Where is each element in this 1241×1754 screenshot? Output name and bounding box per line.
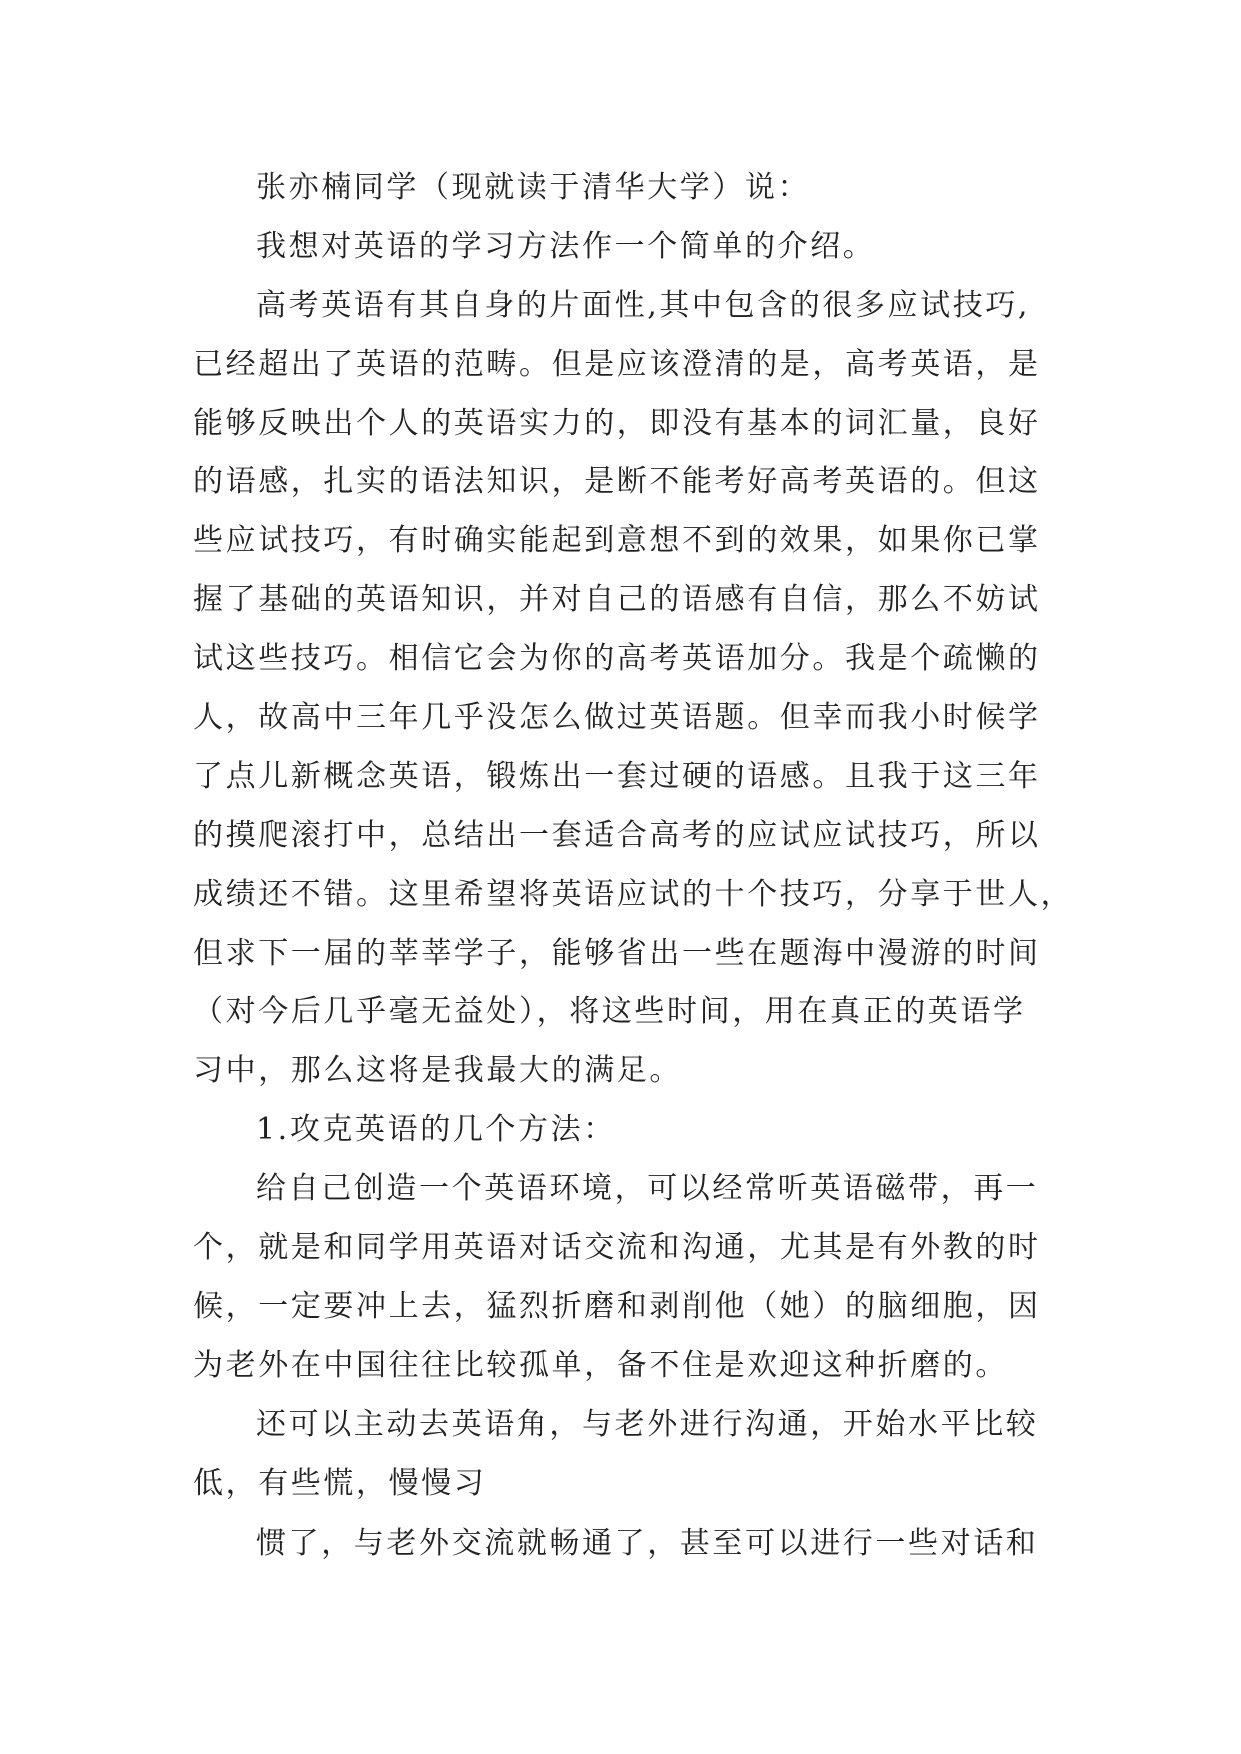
text-line: 了点儿新概念英语，锻炼出一套过硬的语感。且我于这三年 — [193, 758, 1041, 794]
text-line: 张亦楠同学（现就读于清华大学）说： — [256, 170, 811, 205]
document-body — [193, 159, 1073, 1574]
text-line: 惯了，与老外交流就畅通了，甚至可以进行一些对话和 — [256, 1526, 1039, 1562]
text-line: 还可以主动去英语角，与老外进行沟通，开始水平比较 — [256, 1406, 1039, 1442]
text-line: 低，有些慌，慢慢习 — [193, 1465, 487, 1501]
text-line: 的语感，扎实的语法知识，是断不能考好高考英语的。但这 — [193, 464, 1041, 500]
text-line: 握了基础的英语知识，并对自己的语感有自信，那么不妨试 — [193, 582, 1041, 618]
text-line: 成绩还不错。这里希望将英语应试的十个技巧，分享于世人， — [193, 876, 1074, 912]
text-line: 为老外在中国往往比较孤单，备不住是欢迎这种折磨的。 — [193, 1347, 1008, 1383]
section-heading: 1.攻克英语的几个方法： — [256, 1112, 616, 1148]
text-line: 但求下一届的莘莘学子，能够省出一些在题海中漫游的时间 — [193, 935, 1041, 971]
text-line: 个，就是和同学用英语对话交流和沟通，尤其是有外教的时 — [193, 1230, 1041, 1266]
text-line: 已经超出了英语的范畴。但是应该澄清的是，高考英语，是 — [193, 346, 1041, 382]
text-line: 的摸爬滚打中，总结出一套适合高考的应试应试技巧，所以 — [193, 817, 1041, 853]
text-line: 习中，那么这将是我最大的满足。 — [193, 1053, 682, 1089]
text-line: 我想对英语的学习方法作一个简单的介绍。 — [256, 228, 876, 264]
text-line: 给自己创造一个英语环境，可以经常听英语磁带，再一 — [256, 1171, 1039, 1207]
text-line: （对今后几乎毫无益处），将这些时间，用在真正的英语学 — [193, 994, 1026, 1030]
text-line: 人，故高中三年几乎没怎么做过英语题。但幸而我小时候学 — [193, 700, 1041, 736]
text-line: 候，一定要冲上去，猛烈折磨和剥削他（她）的脑细胞，因 — [193, 1288, 1041, 1324]
text-line: 试这些技巧。相信它会为你的高考英语加分。我是个疏懒的 — [193, 641, 1041, 677]
text-line: 能够反映出个人的英语实力的，即没有基本的词汇量，良好 — [193, 405, 1041, 441]
text-line: 些应试技巧，有时确实能起到意想不到的效果，如果你已掌 — [193, 523, 1041, 559]
text-line: 高考英语有其自身的片面性,其中包含的很多应试技巧, — [256, 287, 1031, 323]
